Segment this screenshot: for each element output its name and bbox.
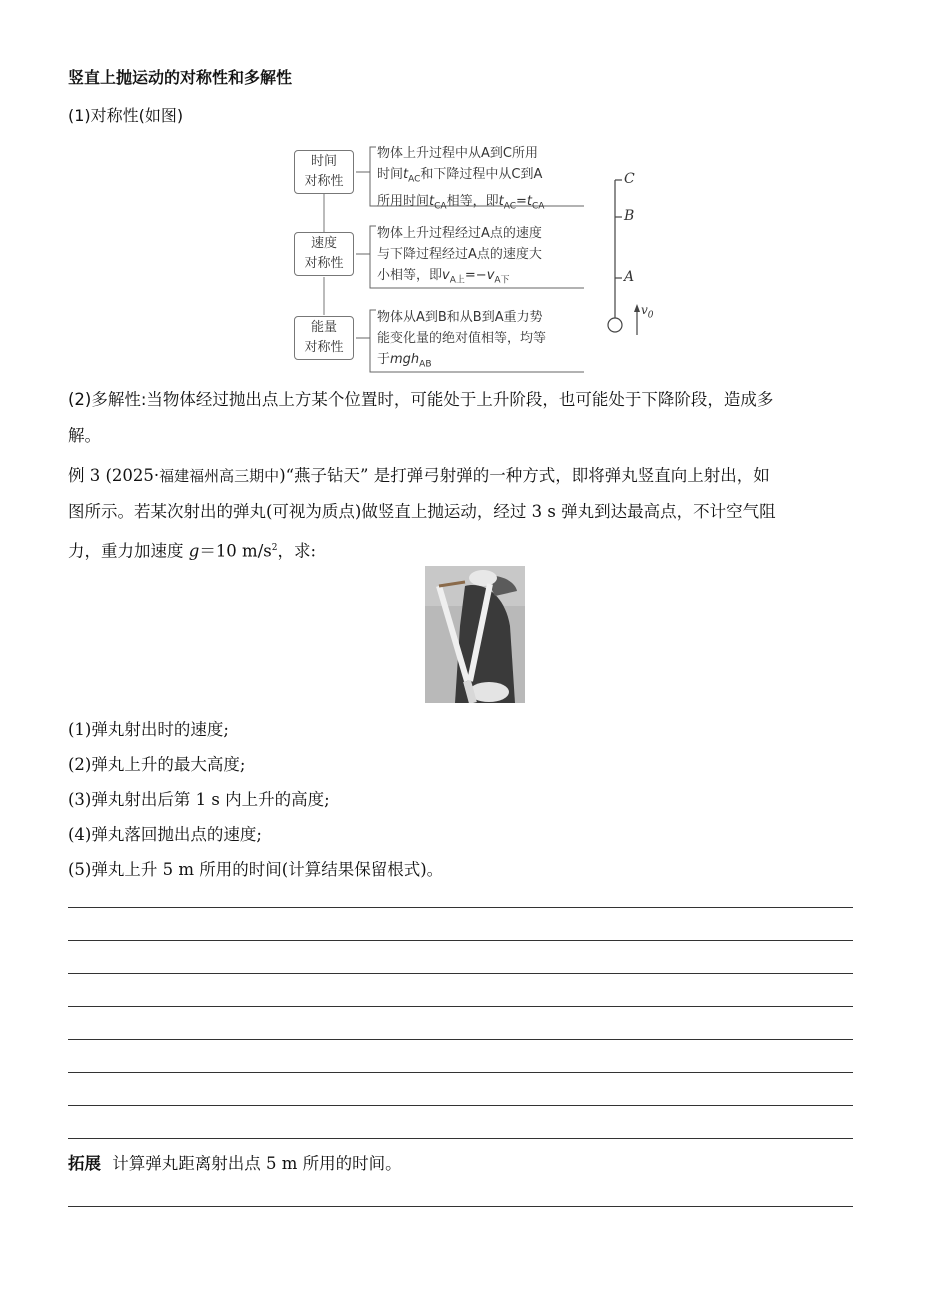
box-label: 对称性 bbox=[304, 174, 344, 189]
answer-line bbox=[68, 1206, 853, 1207]
multi-line-1: (2)多解性:当物体经过抛出点上方某个位置时，可能处于上升阶段，也可能处于下降阶段，造成多 bbox=[68, 390, 774, 409]
answer-line bbox=[68, 1138, 853, 1139]
example-text: )“燕子钻天” 是打弹弓射弹的一种方式，即将弹丸竖直向上射出，如 bbox=[279, 466, 770, 485]
multi-line-2: 解。 bbox=[68, 426, 101, 445]
box-label: 对称性 bbox=[304, 256, 344, 271]
desc-line bbox=[377, 349, 546, 376]
question-list bbox=[68, 712, 443, 887]
answer-line bbox=[68, 940, 853, 941]
v0-letter: v bbox=[641, 303, 648, 317]
subscript: AC bbox=[408, 174, 421, 185]
desc-text: 相等，即 bbox=[446, 193, 499, 209]
question-item: (3)弹丸射出后第 1 s 内上升的高度; bbox=[68, 790, 330, 809]
energy-symmetry-desc bbox=[377, 307, 546, 376]
example-paragraph bbox=[68, 458, 888, 570]
subscript: A下 bbox=[494, 275, 510, 286]
desc-line: 物体上升过程中从A到C所用 bbox=[377, 146, 538, 161]
example-text: ＝10 m/s bbox=[199, 541, 272, 561]
var-t: t bbox=[498, 193, 504, 209]
desc-text: 所用时间 bbox=[377, 193, 430, 209]
extension-text: 计算弹丸距离射出点 5 m 所用的时间。 bbox=[112, 1154, 402, 1173]
slingshot-illustration bbox=[425, 566, 525, 703]
box-label: 速度 bbox=[310, 236, 337, 251]
answer-line bbox=[68, 1105, 853, 1106]
desc-line: 物体上升过程经过A点的速度 bbox=[377, 226, 542, 241]
question-item: (4)弹丸落回抛出点的速度; bbox=[68, 825, 262, 844]
subscript: CA bbox=[532, 201, 545, 212]
desc-text: = bbox=[516, 193, 527, 209]
desc-text: =− bbox=[464, 268, 487, 283]
time-symmetry-box bbox=[294, 150, 354, 194]
desc-line bbox=[377, 191, 544, 218]
answer-line bbox=[68, 1072, 853, 1073]
multi-solution-paragraph bbox=[68, 382, 888, 454]
energy-symmetry-box bbox=[294, 316, 354, 360]
subscript: A上 bbox=[449, 275, 465, 286]
subscript: CA bbox=[434, 201, 447, 212]
v0-label bbox=[641, 303, 654, 320]
desc-line: 与下降过程经过A点的速度大 bbox=[377, 247, 542, 262]
example-text: 力，重力加速度 bbox=[68, 541, 189, 561]
extension bbox=[68, 1150, 402, 1178]
subscript: AC bbox=[503, 201, 516, 212]
var-v: v bbox=[442, 268, 450, 283]
desc-line bbox=[377, 164, 544, 191]
extension-label: 拓展 bbox=[68, 1154, 101, 1173]
var-t: t bbox=[526, 193, 533, 209]
superscript: 2 bbox=[271, 543, 278, 553]
desc-text: 和下降过程中从C到A bbox=[420, 167, 543, 182]
desc-line: 物体从A到B和从B到A重力势 bbox=[377, 310, 543, 325]
var-mgh: mgh bbox=[390, 352, 420, 367]
slingshot-photo bbox=[425, 566, 525, 703]
v0-subscript: 0 bbox=[647, 310, 654, 321]
box-label: 能量 bbox=[310, 320, 337, 335]
example-label: 例 bbox=[68, 466, 85, 485]
subscript: AB bbox=[419, 359, 432, 370]
var-t: t bbox=[403, 167, 409, 182]
desc-line: 能变化量的绝对值相等，均等 bbox=[377, 331, 547, 346]
point-c-label: C bbox=[624, 171, 635, 187]
example-line-1 bbox=[68, 458, 888, 494]
question-item: (5)弹丸上升 5 m 所用的时间(计算结果保留根式)。 bbox=[68, 860, 444, 879]
desc-line bbox=[377, 265, 542, 292]
velocity-symmetry-box bbox=[294, 232, 354, 276]
desc-text: 小相等，即 bbox=[377, 268, 443, 283]
answer-line bbox=[68, 1006, 853, 1007]
answer-line bbox=[68, 907, 853, 908]
answer-line bbox=[68, 1039, 853, 1040]
question-item: (1)弹丸射出时的速度; bbox=[68, 720, 229, 739]
velocity-symmetry-desc bbox=[377, 223, 542, 292]
box-label: 时间 bbox=[310, 154, 337, 169]
example-line-3 bbox=[68, 530, 888, 570]
answer-line bbox=[68, 973, 853, 974]
time-symmetry-desc bbox=[377, 143, 544, 217]
symmetry-diagram bbox=[280, 140, 680, 375]
point-a-label: A bbox=[624, 269, 635, 285]
symmetry-title: (1)对称性(如图) bbox=[68, 106, 184, 125]
box-label: 对称性 bbox=[304, 340, 344, 355]
example-source: 福建福州高三期中 bbox=[159, 467, 280, 485]
example-number: 3 (2025· bbox=[84, 466, 160, 485]
example-text: ，求: bbox=[277, 541, 317, 561]
var-t: t bbox=[429, 193, 435, 209]
desc-text: 时间 bbox=[377, 167, 404, 182]
section-heading: 竖直上抛运动的对称性和多解性 bbox=[68, 68, 293, 87]
question-item: (2)弹丸上升的最大高度; bbox=[68, 755, 246, 774]
var-g: g bbox=[188, 541, 200, 561]
var-v: v bbox=[486, 268, 495, 283]
desc-text: 于 bbox=[377, 352, 391, 367]
example-line-2: 图所示。若某次射出的弹丸(可视为质点)做竖直上抛运动，经过 3 s 弹丸到达最高点，不计空气阻 bbox=[68, 502, 776, 521]
point-b-label: B bbox=[624, 208, 635, 224]
